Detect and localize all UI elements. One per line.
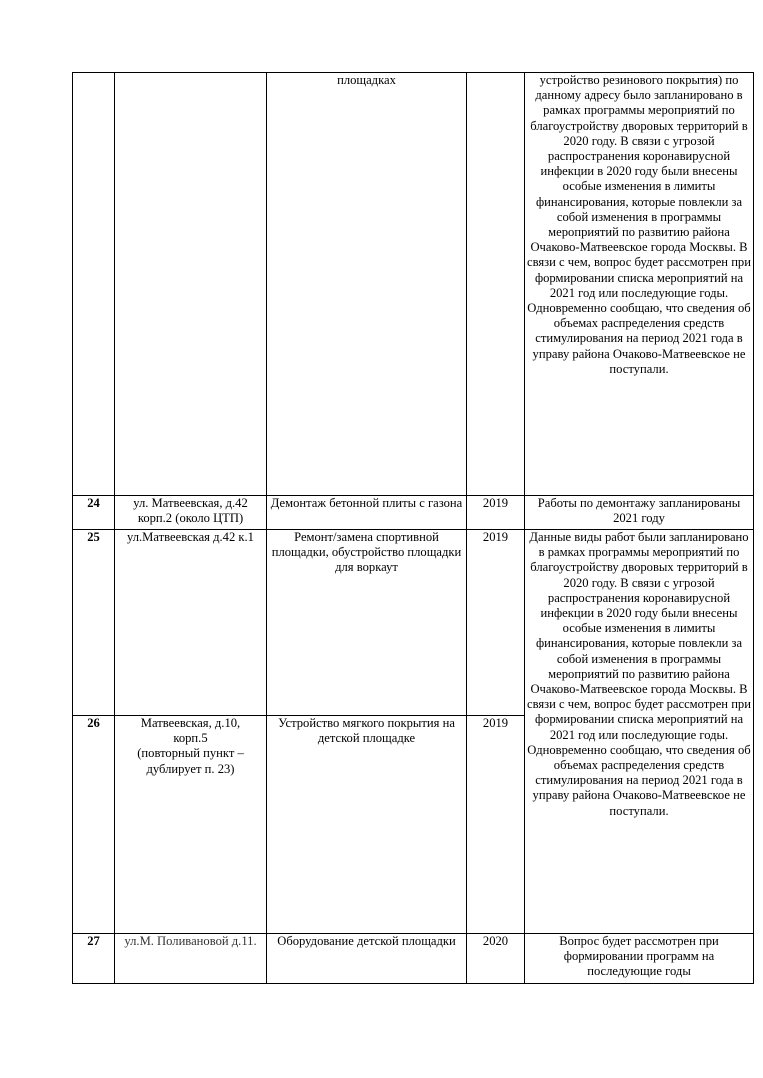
row-number-cell [73, 73, 115, 496]
table-row [73, 73, 754, 496]
row-number-cell: 24 [73, 496, 115, 530]
address-cell: ул. Матвеевская, д.42 корп.2 (около ЦТП) [115, 496, 267, 530]
table-row [73, 530, 754, 716]
year-cell: 2019 [467, 530, 525, 716]
status-cell: устройство резинового покрытия) по данному адресу было запланировано в рамках программы мероприятий по благоустройству дворовых территорий в 2020 году. В связи с угрозой распространения коронавирусной инфекции в 2020 году были внесены особые изменения в лимиты финансирования, которые повлекли за собой изменения в программы мероприятий по развитию района Очаково-Матвеевское города Москвы. В связи с чем, вопрос будет рассмотрен при формировании списка мероприятий на 2021 год или последующие годы. Одновременно сообщаю, что сведения об объемах распределения средств стимулирования на период 2021 года в управу района Очаково-Матвеевское не поступали. [525, 73, 754, 496]
address-cell: Матвеевская, д.10, корп.5 (повторный пункт – дублирует п. 23) [115, 716, 267, 934]
work-description-cell: площадках [267, 73, 467, 496]
work-description-cell: Устройство мягкого покрытия на детской площадке [267, 716, 467, 934]
row-number-cell: 25 [73, 530, 115, 716]
work-description-cell: Ремонт/замена спортивной площадки, обустройство площадки для воркаут [267, 530, 467, 716]
document-table [72, 72, 754, 984]
row-number-cell: 26 [73, 716, 115, 934]
address-cell [115, 73, 267, 496]
status-cell: Вопрос будет рассмотрен при формировании программ на последующие годы [525, 934, 754, 984]
address-cell: ул.М. Поливановой д.11. [115, 934, 267, 984]
table-row [73, 496, 754, 530]
address-cell: ул.Матвеевская д.42 к.1 [115, 530, 267, 716]
work-description-cell: Оборудование детской площадки [267, 934, 467, 984]
work-description-cell: Демонтаж бетонной плиты с газона [267, 496, 467, 530]
year-cell: 2019 [467, 716, 525, 934]
status-cell-merged: Данные виды работ были запланировано в рамках программы мероприятий по благоустройству дворовых территорий в 2020 году. В связи с угрозой распространения коронавирусной инфекции в 2020 году были внесены особые изменения в лимиты финансирования, которые повлекли за собой изменения в программы мероприятий по развитию района Очаково-Матвеевское города Москвы. В связи с чем, вопрос будет рассмотрен при формировании списка мероприятий на 2021 год или последующие годы. Одновременно сообщаю, что сведения об объемах распределения средств стимулирования на период 2021 года в управу района Очаково-Матвеевское не поступали. [525, 530, 754, 934]
year-cell [467, 73, 525, 496]
year-cell: 2019 [467, 496, 525, 530]
table-row [73, 934, 754, 984]
year-cell: 2020 [467, 934, 525, 984]
row-number-cell: 27 [73, 934, 115, 984]
status-cell: Работы по демонтажу запланированы 2021 году [525, 496, 754, 530]
